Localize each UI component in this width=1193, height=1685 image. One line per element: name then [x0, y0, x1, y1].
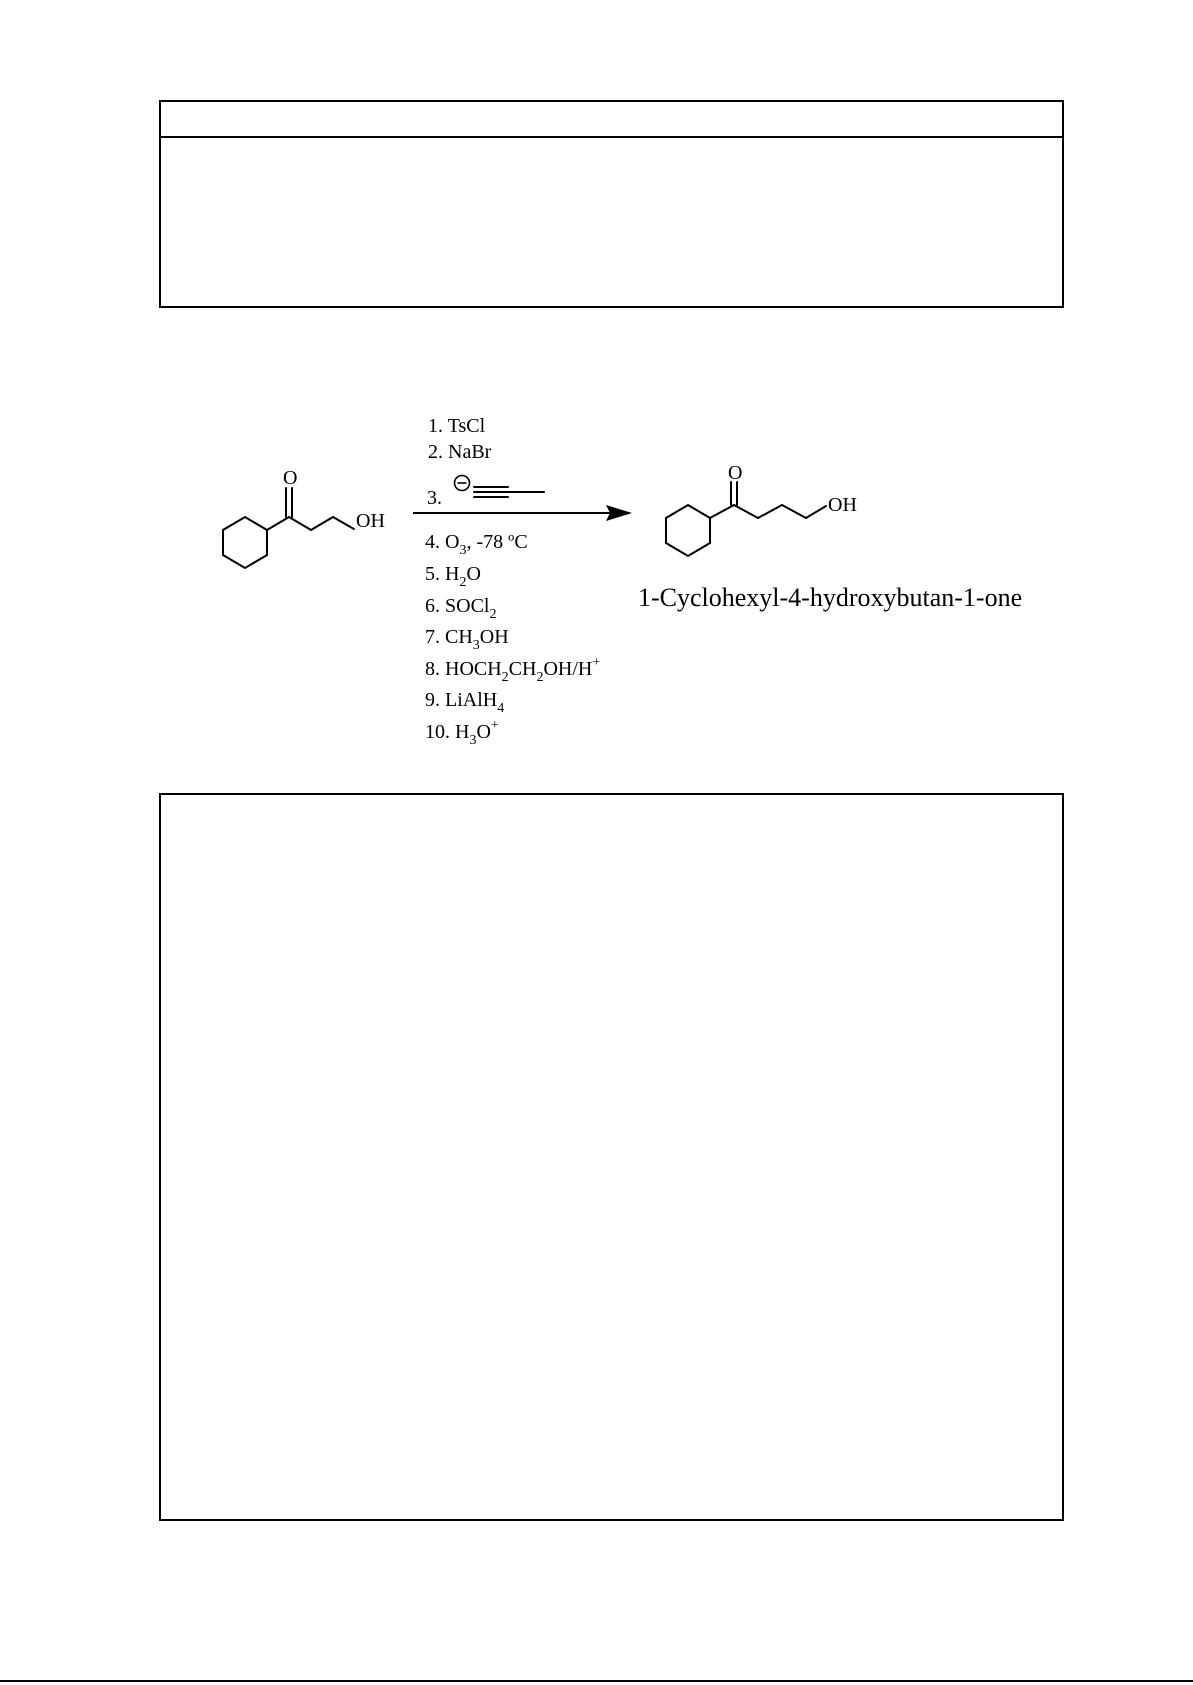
reaction-arrow — [413, 505, 632, 521]
product-bond-c3 — [758, 505, 782, 518]
reagent-step-3-number: 3. — [427, 487, 442, 509]
product-hydroxyl-label: OH — [828, 494, 857, 516]
reactant-bond-c3 — [311, 517, 333, 530]
reagent-step-6: 6. SOCl$_2$ — [425, 595, 497, 622]
product-bond-c2 — [734, 505, 758, 518]
product-cyclohexane-ring — [666, 505, 710, 556]
reagent-step-8: 8. $HOCH_2CH_2OH/H^+$ — [425, 655, 601, 685]
reactant-structure — [223, 467, 385, 568]
reagents-above-arrow — [427, 415, 544, 509]
reagent-step-5: 5. $H_2O$ — [425, 563, 481, 590]
reactant-cyclohexane-ring — [223, 517, 267, 568]
answer-box — [159, 793, 1064, 1521]
reactant-bond-c2 — [289, 517, 311, 530]
reagents-below-arrow — [425, 531, 600, 748]
reactant-bond-ring-carbonyl — [267, 517, 289, 530]
reagent-step-4: 4. $O_3$, -78 ºC — [425, 531, 528, 558]
product-bond-ring-carbonyl — [710, 505, 734, 518]
page-bottom-rule — [0, 1680, 1193, 1682]
reactant-hydroxyl-label: OH — [356, 510, 385, 532]
reagent-step-1: 1. TsCl — [428, 415, 486, 437]
product-name: 1-Cyclohexyl-4-hydroxybutan-1-one — [638, 583, 1023, 612]
reagent-step-7: 7. $CH_3OH$ — [425, 626, 509, 653]
product-bond-oh — [806, 506, 826, 518]
product-oxygen-label: O — [728, 462, 743, 484]
product-structure — [638, 462, 1022, 612]
reagent-step-10: 10. $H_3O^+$ — [425, 718, 499, 748]
reagent-step-9: 9. LiAlH$_4$ — [425, 689, 505, 716]
reactant-bond-oh — [333, 517, 354, 529]
reagent-step-2: 2. NaBr — [428, 441, 492, 463]
reactant-oxygen-label: O — [283, 467, 298, 489]
product-bond-c4 — [782, 505, 806, 518]
